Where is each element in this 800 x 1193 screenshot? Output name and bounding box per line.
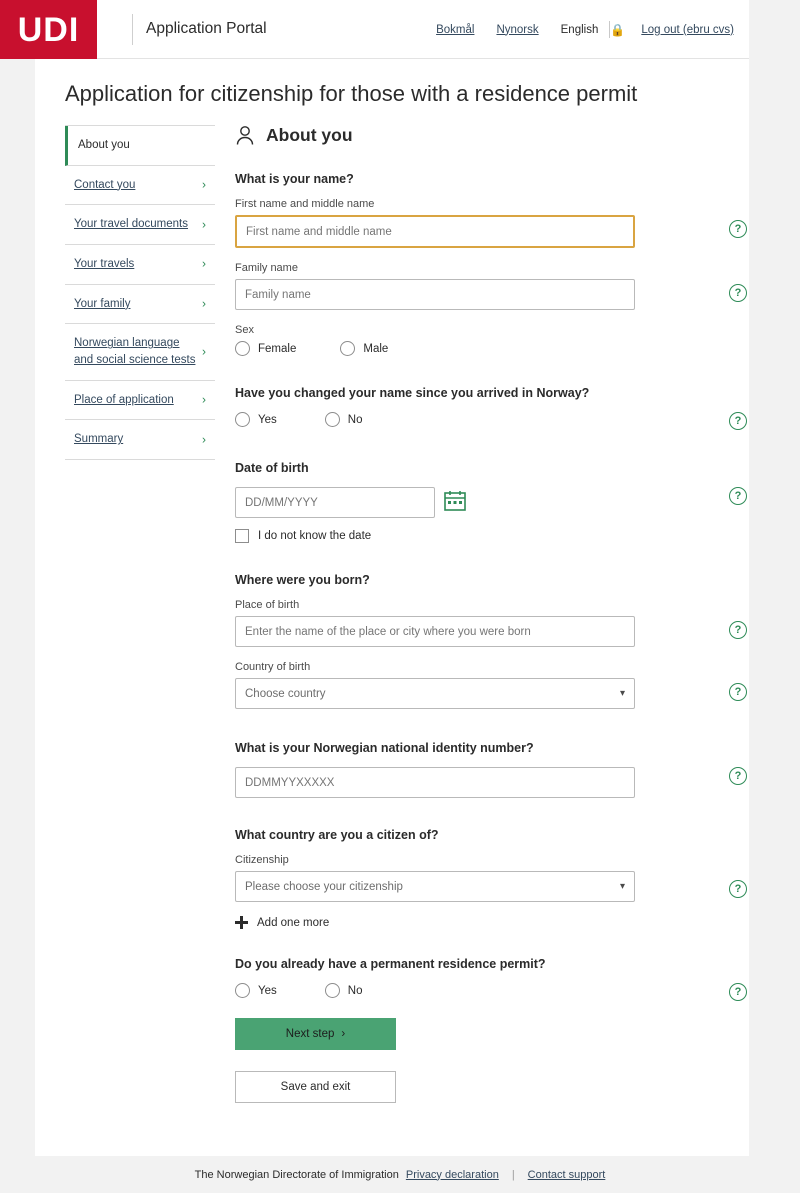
question-name-label: What is your name? [235, 172, 354, 186]
permanent-yes-radio[interactable] [235, 983, 277, 998]
yes-label: Yes [258, 413, 277, 426]
help-name-changed-button[interactable]: ? [729, 412, 747, 430]
question-permanent-permit [235, 957, 749, 998]
question-birthplace-label: Where were you born? [235, 573, 370, 587]
question-national-id [235, 741, 749, 798]
permanent-radio-group [235, 983, 749, 998]
footer-separator: | [511, 1168, 515, 1181]
country-of-birth-select[interactable] [235, 678, 635, 709]
header-right-nav [425, 0, 749, 59]
lang-bokmal-link[interactable]: Bokmål [436, 23, 475, 36]
checkbox-icon[interactable] [235, 529, 249, 543]
question-place-of-birth [235, 573, 749, 709]
main-content [215, 123, 749, 1127]
lang-english-current[interactable]: English [560, 23, 599, 36]
udi-logo[interactable] [0, 0, 97, 59]
next-step-button[interactable] [235, 1018, 396, 1050]
portal-title: Application Portal [146, 20, 267, 37]
question-national-id-label: What is your Norwegian national identity number? [235, 741, 534, 755]
save-and-exit-button[interactable] [235, 1071, 396, 1103]
dob-input[interactable] [235, 487, 435, 518]
help-permanent-button[interactable]: ? [729, 983, 747, 1001]
sidebar-item-language-tests[interactable] [65, 324, 215, 380]
udi-logo-text: UDI [17, 10, 80, 49]
place-of-birth-label: Place of birth [235, 599, 300, 611]
footer-text: The Norwegian Directorate of Immigration [194, 1168, 399, 1181]
help-place-of-birth-button[interactable]: ? [729, 621, 747, 639]
body-row [35, 123, 749, 1127]
family-name-label: Family name [235, 262, 298, 274]
yes-label: Yes [258, 984, 277, 997]
section-header [235, 125, 749, 146]
sex-female-label: Female [258, 342, 297, 355]
question-citizen-label: What country are you a citizen of? [235, 828, 439, 842]
chevron-right-icon: › [202, 216, 206, 231]
question-name-changed-label: Have you changed your name since you arrived in Norway? [235, 386, 590, 400]
help-national-id-button[interactable]: ? [729, 767, 747, 785]
footer [0, 1156, 800, 1193]
first-name-label: First name and middle name [235, 198, 375, 210]
calendar-icon[interactable] [444, 490, 466, 516]
radio-circle-icon [340, 341, 355, 356]
no-label: No [347, 984, 363, 997]
sex-male-label: Male [363, 342, 389, 355]
dob-unknown-label: I do not know the date [258, 530, 372, 542]
logout-link[interactable]: Log out (ebru cvs) [641, 23, 734, 36]
sex-female-radio[interactable] [235, 341, 296, 356]
question-dob-label: Date of birth [235, 461, 309, 475]
help-country-of-birth-button[interactable]: ? [729, 683, 747, 701]
sex-radio-group [235, 341, 749, 356]
name-changed-no-radio[interactable] [325, 412, 363, 427]
sidebar-item-label[interactable]: Your travels [74, 258, 135, 271]
lang-nynorsk-link[interactable]: Nynorsk [496, 23, 539, 36]
plus-icon [235, 916, 248, 929]
citizenship-label: Citizenship [235, 854, 289, 866]
name-changed-radio-group [235, 412, 749, 427]
chevron-down-icon: ▾ [619, 881, 625, 892]
sidebar-item-label[interactable]: Your travel documents [74, 218, 189, 231]
sidebar-item-your-family[interactable] [65, 285, 215, 325]
chevron-right-icon: › [202, 256, 206, 271]
sidebar-item-label[interactable]: Place of application [74, 393, 174, 406]
question-name [235, 172, 749, 356]
citizenship-value: Please choose your citizenship [245, 880, 403, 893]
place-of-birth-input[interactable] [235, 616, 635, 647]
chevron-right-icon: › [202, 177, 206, 192]
radio-circle-icon [325, 983, 340, 998]
chevron-down-icon: ▾ [619, 688, 625, 699]
radio-circle-icon [235, 341, 250, 356]
country-of-birth-value: Choose country [245, 687, 326, 700]
name-changed-yes-radio[interactable] [235, 412, 277, 427]
sidebar-item-label[interactable]: Contact you [74, 178, 136, 191]
add-one-more-button[interactable] [235, 916, 749, 929]
sidebar-item-travel-documents[interactable] [65, 205, 215, 245]
sidebar-item-about-you[interactable] [65, 126, 215, 166]
logout-group[interactable] [610, 23, 745, 37]
sidebar-item-your-travels[interactable] [65, 245, 215, 285]
sidebar [35, 123, 215, 1127]
question-permanent-label: Do you already have a permanent residence permit? [235, 957, 546, 971]
app-header [17, 0, 749, 59]
sidebar-item-label[interactable]: Summary [74, 433, 124, 446]
next-step-label: Next step [285, 1028, 335, 1040]
sidebar-item-label: About you [78, 139, 130, 151]
help-dob-button[interactable]: ? [729, 487, 747, 505]
sidebar-item-label[interactable]: Norwegian language and social science tests [74, 337, 196, 367]
app-frame [17, 0, 749, 1156]
dob-row [235, 487, 749, 518]
chevron-right-icon: › [202, 344, 206, 359]
radio-circle-icon [325, 412, 340, 427]
chevron-right-icon: › [202, 432, 206, 447]
add-one-more-label: Add one more [257, 916, 330, 929]
page-title-wrap [35, 59, 749, 123]
sex-male-radio[interactable] [340, 341, 388, 356]
family-name-input[interactable] [235, 279, 635, 310]
no-label: No [347, 413, 363, 426]
question-name-changed [235, 386, 749, 427]
save-and-exit-label: Save and exit [280, 1081, 351, 1093]
chevron-right-icon: › [202, 296, 206, 311]
radio-circle-icon [235, 983, 250, 998]
chevron-right-icon: › [202, 392, 206, 407]
lock-icon: 🔒 [610, 22, 626, 37]
country-of-birth-label: Country of birth [235, 661, 311, 673]
sidebar-item-label[interactable]: Your family [74, 297, 131, 310]
help-first-name-button[interactable]: ? [729, 220, 747, 238]
citizenship-select[interactable] [235, 871, 635, 902]
sex-label: Sex [235, 324, 254, 336]
question-date-of-birth [235, 461, 749, 543]
section-title: About you [266, 125, 353, 145]
help-family-name-button[interactable]: ? [729, 284, 747, 302]
sidebar-nav [65, 125, 215, 460]
contact-support-link[interactable]: Contact support [527, 1168, 606, 1181]
page-title: Application for citizenship for those with a residence permit [65, 81, 638, 106]
help-citizenship-button[interactable]: ? [729, 880, 747, 898]
first-name-input[interactable] [235, 215, 635, 248]
chevron-right-icon: › [341, 1028, 346, 1040]
sidebar-item-place-of-application[interactable] [65, 381, 215, 421]
question-citizenship [235, 828, 749, 929]
national-id-input[interactable] [235, 767, 635, 798]
sidebar-item-contact-you[interactable] [65, 166, 215, 206]
dob-unknown-row[interactable] [235, 529, 749, 543]
logo-divider [132, 14, 133, 45]
permanent-no-radio[interactable] [325, 983, 363, 998]
person-icon [235, 125, 255, 146]
sidebar-item-summary[interactable] [65, 420, 215, 460]
privacy-declaration-link[interactable]: Privacy declaration [405, 1168, 499, 1181]
radio-circle-icon [235, 412, 250, 427]
